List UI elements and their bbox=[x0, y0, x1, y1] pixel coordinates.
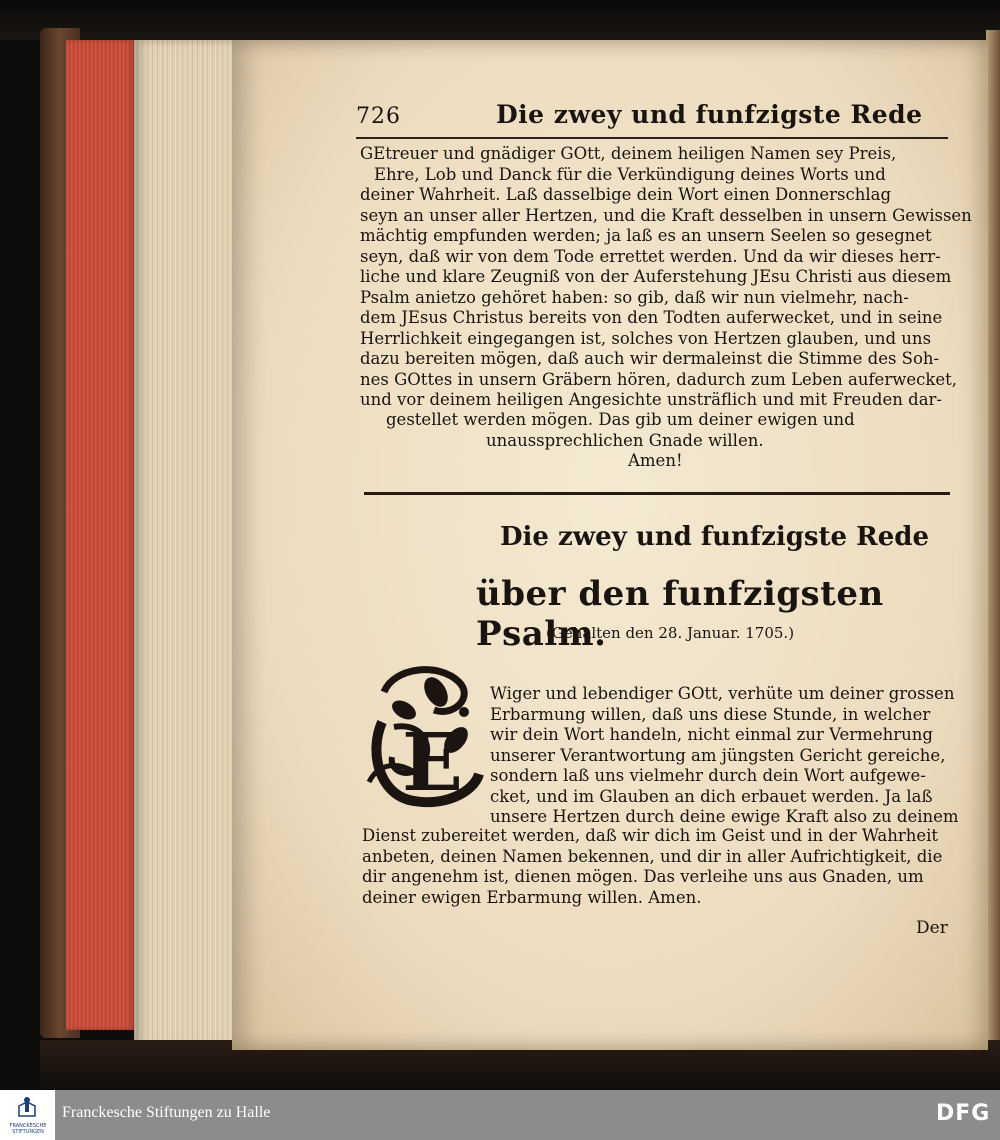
logo-caption: FRANCKESCHE STIFTUNGEN bbox=[9, 1123, 47, 1135]
prayer-closing bbox=[386, 410, 926, 472]
prayer-line: GEtreuer und gnädiger GOtt, deinem heiligen Namen sey Preis, bbox=[360, 144, 897, 163]
section-subtitle: über den funfzigsten Psalm. bbox=[476, 574, 884, 654]
section-line: Erbarmung willen, daß uns diese Stunde, in welcher bbox=[490, 704, 931, 724]
page-number: 726 bbox=[356, 104, 401, 129]
decorated-initial-e bbox=[364, 662, 484, 812]
section-line: anbeten, deinen Namen bekennen, und dir in aller Aufrichtigkeit, die bbox=[362, 846, 943, 866]
prayer-line: Ehre, Lob und Danck für die Verkündigung deines Worts und bbox=[374, 164, 886, 184]
initial-letter: E bbox=[402, 715, 463, 809]
prayer-line: seyn, daß wir von dem Tode errettet werden. Und da wir dieses herr- bbox=[360, 246, 941, 266]
book-right-edge bbox=[986, 30, 1000, 1070]
section-line: unsere Hertzen durch deine ewige Kraft also zu deinem bbox=[490, 807, 959, 826]
prayer-line: liche und klare Zeugniß von der Auferstehung JEsu Christi aus diesem bbox=[360, 267, 952, 286]
red-page-edges bbox=[66, 40, 136, 1030]
prayer-line: seyn an unser aller Hertzen, und die Kraft desselben in unsern Gewissen bbox=[360, 205, 972, 225]
header-rule bbox=[356, 137, 948, 139]
prayer-line: dem JEsus Christus bereits von den Todten auferwecket, und in seine bbox=[360, 308, 943, 327]
prayer-line: deiner Wahrheit. Laß dasselbige dein Wort einen Donnerschlag bbox=[360, 185, 892, 204]
institution-name: Franckesche Stiftungen zu Halle bbox=[62, 1104, 271, 1121]
section-prayer-full bbox=[362, 826, 952, 908]
prayer-line: dazu bereiten mögen, daß auch wir dermaleinst die Stimme des Soh- bbox=[360, 349, 940, 368]
section-date-note: (Gehalten den 28. Januar. 1705.) bbox=[546, 624, 795, 642]
section-line: wir dein Wort handeln, nicht einmal zur Vermehrung bbox=[490, 725, 933, 744]
prayer-line: nes GOttes in unsern Gräbern hören, dadurch zum Leben auferwecket, bbox=[360, 369, 957, 389]
foundation-emblem-icon bbox=[17, 1096, 37, 1118]
background-top bbox=[0, 0, 1000, 40]
prayer-closing-line: gestellet werden mögen. Das gib um deiner ewigen und bbox=[386, 410, 855, 429]
section-line: cket, und im Glauben an dich erbauet werden. Ja laß bbox=[490, 786, 933, 806]
running-head: Die zwey und funfzigste Rede bbox=[496, 100, 923, 129]
prayer-closing-line: unaussprechlichen Gnade willen. bbox=[486, 430, 764, 450]
section-divider bbox=[364, 492, 950, 495]
section-line: deiner ewigen Erbarmung willen. Amen. bbox=[362, 887, 702, 907]
prayer-line: mächtig empfunden werden; ja laß es an unsern Seelen so gesegnet bbox=[360, 226, 932, 245]
section-line: sondern laß uns vielmehr durch dein Wort aufgewe- bbox=[490, 766, 926, 785]
section-line: unserer Verantwortung am jüngsten Gericht gereiche, bbox=[490, 745, 946, 765]
amen-line: Amen! bbox=[628, 451, 683, 470]
section-line: Dienst zubereitet werden, daß wir dich im Geist und in der Wahrheit bbox=[362, 826, 939, 845]
dfg-logo[interactable]: DFG bbox=[936, 1101, 991, 1126]
catchword: Der bbox=[916, 918, 948, 938]
section-line: Wiger und lebendiger GOtt, verhüte um deiner grossen bbox=[490, 684, 955, 703]
prayer-line: und vor deinem heiligen Angesichte unsträflich und mit Freuden dar- bbox=[360, 390, 942, 409]
section-prayer-indented bbox=[490, 684, 959, 828]
page-stack-edges bbox=[134, 40, 234, 1048]
prayer-line: Psalm anietzo gehöret haben: so gib, daß wir nun vielmehr, nach- bbox=[360, 287, 909, 307]
section-title: Die zwey und funfzigste Rede bbox=[500, 522, 930, 552]
section-line: dir angenehm ist, dienen mögen. Das verleihe uns aus Gnaden, um bbox=[362, 867, 924, 886]
prayer-paragraph bbox=[360, 144, 972, 411]
prayer-line: Herrlichkeit eingegangen ist, solches von Hertzen glauben, und uns bbox=[360, 328, 932, 348]
